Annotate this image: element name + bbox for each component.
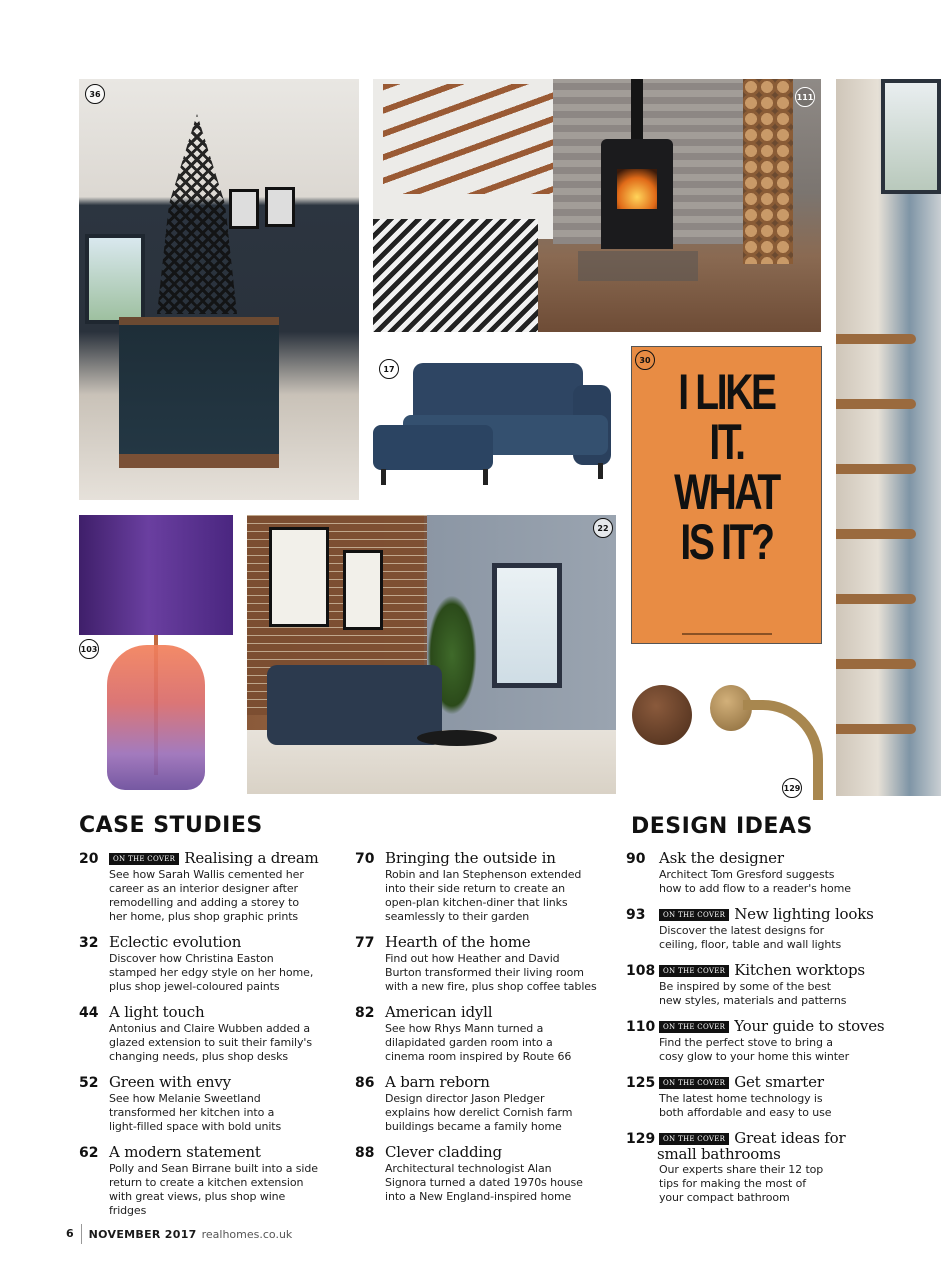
entry-title[interactable]: Clever cladding xyxy=(385,1143,502,1161)
poster-text: I LIKE IT. WHAT IS IT? xyxy=(674,364,779,570)
entry-title[interactable]: Great ideas for xyxy=(734,1129,846,1147)
entry-title[interactable]: A barn reborn xyxy=(385,1073,490,1091)
entry-number: 108 xyxy=(626,963,656,979)
on-the-cover-tag: ON THE COVER xyxy=(659,1021,729,1033)
toc-entry[interactable] xyxy=(79,1073,324,1134)
toc-entry[interactable] xyxy=(79,1143,324,1218)
living-sofa xyxy=(267,665,442,745)
living-room-photo xyxy=(247,515,616,794)
entry-description: Design director Jason Pledger explains how derelict Cornish farm buildings became a family home xyxy=(385,1092,573,1133)
entry-description: See how Melanie Sweetland transformed her kitchen into a light-filled space with bold units xyxy=(109,1092,282,1133)
entry-description: Discover how Christina Easton stamped her edgy style on her home, plus shop jewel-coloured paints xyxy=(109,952,314,993)
shelving-photo xyxy=(836,79,941,796)
kitchen-window xyxy=(85,234,145,324)
issue-date: NOVEMBER 2017 xyxy=(88,1227,197,1241)
lamp-shade xyxy=(79,515,233,635)
entry-description: Find the perfect stove to bring a cosy glow to your home this winter xyxy=(659,1036,850,1063)
entry-title[interactable]: Bringing the outside in xyxy=(385,849,556,867)
on-the-cover-tag: ON THE COVER xyxy=(109,853,179,865)
on-the-cover-tag: ON THE COVER xyxy=(659,1133,729,1145)
flue-pipe xyxy=(631,79,643,139)
curved-shelf xyxy=(836,529,916,539)
page-badge[interactable]: 36 xyxy=(85,84,105,104)
patterned-throw xyxy=(373,219,538,332)
entry-title[interactable]: Eclectic evolution xyxy=(109,933,242,951)
wall-frame xyxy=(265,187,295,227)
poster-photo xyxy=(631,346,822,644)
curved-shelf xyxy=(836,724,916,734)
staircase xyxy=(383,84,553,194)
toc-entry[interactable] xyxy=(626,1017,901,1064)
entry-title[interactable]: Get smarter xyxy=(734,1073,824,1091)
page-badge[interactable]: 30 xyxy=(635,350,655,370)
sofa-photo xyxy=(373,355,613,500)
toc-entry[interactable] xyxy=(79,849,324,924)
entry-number: 77 xyxy=(355,935,375,951)
curved-shelf xyxy=(836,399,916,409)
fireplace-photo xyxy=(373,79,821,332)
page-badge[interactable]: 111 xyxy=(795,87,815,107)
entry-number: 70 xyxy=(355,851,375,867)
entry-number: 86 xyxy=(355,1075,375,1091)
sofa-leg xyxy=(598,463,603,479)
toc-entry[interactable] xyxy=(355,1143,610,1204)
on-the-cover-tag: ON THE COVER xyxy=(659,965,729,977)
entry-number: 88 xyxy=(355,1145,375,1161)
case-studies-heading: CASE STUDIES xyxy=(79,813,263,838)
sash-window xyxy=(492,563,562,688)
entry-number: 52 xyxy=(79,1075,99,1091)
kitchen-photo xyxy=(79,79,359,500)
entry-number: 44 xyxy=(79,1005,99,1021)
poster-caption xyxy=(682,633,772,635)
lamp-photo xyxy=(79,515,233,795)
entry-description: Our experts share their 12 top tips for making the most of your compact bathroom xyxy=(659,1163,824,1204)
wall-print xyxy=(343,550,383,630)
toc-entry[interactable] xyxy=(626,1073,901,1120)
toc-entry[interactable] xyxy=(355,849,610,924)
log-store xyxy=(743,79,793,264)
entry-title[interactable]: Ask the designer xyxy=(659,849,784,867)
entry-number: 20 xyxy=(79,851,99,867)
hearth xyxy=(578,251,698,281)
curved-shelf xyxy=(836,594,916,604)
entry-description: See how Sarah Wallis cemented her career as an interior designer after remodelling and adding a storey to her home, plus shop graphic prints xyxy=(109,868,304,923)
entry-title[interactable]: American idyll xyxy=(385,1003,493,1021)
island-base xyxy=(119,454,279,468)
entry-description: Architectural technologist Alan Signora turned a dated 1970s house into a New England-inspired home xyxy=(385,1162,583,1203)
toc-entry[interactable] xyxy=(626,905,901,952)
design-ideas-heading: DESIGN IDEAS xyxy=(631,814,813,839)
website-link[interactable]: realhomes.co.uk xyxy=(201,1227,293,1241)
coffee-table xyxy=(417,730,497,746)
entry-title[interactable]: Green with envy xyxy=(109,1073,231,1091)
page-badge[interactable]: 22 xyxy=(593,518,613,538)
toc-entry[interactable] xyxy=(626,1129,901,1205)
sofa-leg xyxy=(483,469,488,485)
page-footer xyxy=(66,1224,292,1244)
wall-print xyxy=(269,527,329,627)
entry-number: 90 xyxy=(626,851,646,867)
entry-description: See how Rhys Mann turned a dilapidated garden room into a cinema room inspired by Route 66 xyxy=(385,1022,572,1063)
kitchen-island xyxy=(119,317,279,467)
entry-description: Architect Tom Gresford suggests how to add flow to a reader's home xyxy=(659,868,851,895)
page-badge[interactable]: 129 xyxy=(782,778,802,798)
toc-entry[interactable] xyxy=(355,933,610,994)
entry-title[interactable]: New lighting looks xyxy=(734,905,874,923)
entry-description: Find out how Heather and David Burton transformed their living room with a new fire, plus shop coffee tables xyxy=(385,952,597,993)
entry-title-line2[interactable]: small bathrooms xyxy=(657,1145,781,1163)
page-badge[interactable]: 103 xyxy=(79,639,99,659)
curved-shelf xyxy=(836,659,916,669)
entry-number: 129 xyxy=(626,1131,656,1147)
entry-number: 110 xyxy=(626,1019,656,1035)
entry-number: 82 xyxy=(355,1005,375,1021)
entry-description: The latest home technology is both affordable and easy to use xyxy=(659,1092,832,1119)
fittings-photo xyxy=(628,670,828,805)
wooden-knob xyxy=(632,685,692,745)
toc-entry[interactable] xyxy=(626,961,901,1008)
page-badge[interactable]: 17 xyxy=(379,359,399,379)
toc-entry[interactable] xyxy=(355,1073,610,1134)
shelf-window xyxy=(881,79,941,194)
toc-entry[interactable] xyxy=(79,1003,324,1064)
entry-title[interactable]: Your guide to stoves xyxy=(734,1017,885,1035)
sofa-back xyxy=(413,363,583,421)
curved-shelf xyxy=(836,334,916,344)
entry-title[interactable]: A light touch xyxy=(109,1003,205,1021)
entry-number: 93 xyxy=(626,907,646,923)
entry-title[interactable]: A modern statement xyxy=(109,1143,261,1161)
toc-entry[interactable] xyxy=(626,849,901,896)
page-number: 6 xyxy=(66,1224,82,1244)
entry-description: Polly and Sean Birrane built into a side return to create a kitchen extension with great views, plus shop wine fridges xyxy=(109,1162,318,1217)
toc-entry[interactable] xyxy=(79,933,324,994)
curved-shelf xyxy=(836,464,916,474)
entry-description: Discover the latest designs for ceiling, floor, table and wall lights xyxy=(659,924,842,951)
chandelier xyxy=(157,114,237,314)
entry-title[interactable]: Hearth of the home xyxy=(385,933,531,951)
wall-frame xyxy=(229,189,259,229)
entry-title[interactable]: Kitchen worktops xyxy=(734,961,865,979)
entry-number: 125 xyxy=(626,1075,656,1091)
entry-description: Antonius and Claire Wubben added a glazed extension to suit their family's changing needs, plus shop desks xyxy=(109,1022,312,1063)
entry-description: Be inspired by some of the best new styles, materials and patterns xyxy=(659,980,847,1007)
sofa-chaise xyxy=(373,425,493,470)
lamp-base xyxy=(107,645,205,790)
sofa-leg xyxy=(381,469,386,485)
on-the-cover-tag: ON THE COVER xyxy=(659,909,729,921)
on-the-cover-tag: ON THE COVER xyxy=(659,1077,729,1089)
entry-number: 32 xyxy=(79,935,99,951)
entry-number: 62 xyxy=(79,1145,99,1161)
toc-entry[interactable] xyxy=(355,1003,610,1064)
entry-title[interactable]: Realising a dream xyxy=(184,849,319,867)
entry-description: Robin and Ian Stephenson extended into their side return to create an open-plan kitchen-diner that links seamlessly to their garden xyxy=(385,868,582,923)
stove-flame xyxy=(617,169,657,209)
